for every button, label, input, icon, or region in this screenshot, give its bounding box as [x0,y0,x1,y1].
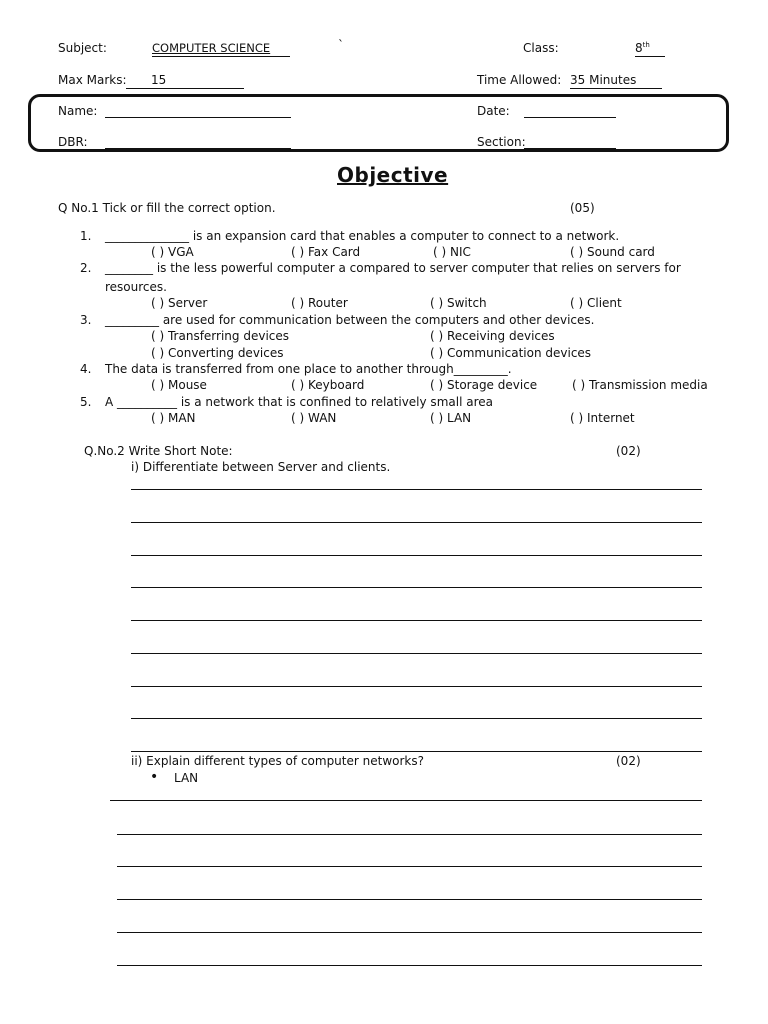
q1-item-text: _________ are used for communication between the computers and other devices. [105,313,595,327]
option-checkbox[interactable]: ( ) Keyboard [291,378,365,392]
option-checkbox[interactable]: ( ) Transmission media [572,378,708,392]
option-checkbox[interactable]: ( ) Router [291,296,348,310]
q1-item-number: 1. [80,229,92,243]
bullet-icon: • [150,769,159,785]
q2-heading: Q.No.2 Write Short Note: [84,444,233,458]
section-field[interactable] [524,148,616,149]
section-label: Section: [477,135,526,149]
q1-item-text: The data is transferred from one place to another through_________. [105,362,512,376]
name-label: Name: [58,104,98,118]
class-label: Class: [523,41,559,55]
option-checkbox[interactable]: ( ) Fax Card [291,245,361,259]
answer-line[interactable] [131,653,702,654]
dbr-field[interactable] [105,148,291,149]
subject-value: COMPUTER SCIENCE [152,41,271,55]
class-value: 8th [635,41,650,55]
q1-item-text: A __________ is a network that is confined to relatively small area [105,395,493,409]
option-checkbox[interactable]: ( ) Internet [570,411,635,425]
q1-item-text: ________ is the less powerful computer a compared to server computer that relies on servers for [105,261,681,275]
subject-label: Subject: [58,41,107,55]
time-underline [570,88,662,89]
answer-line[interactable] [131,587,702,588]
option-checkbox[interactable]: ( ) Storage device [430,378,538,392]
date-label: Date: [477,104,510,118]
subject-underline [152,56,290,57]
answer-line[interactable] [131,718,702,719]
answer-line[interactable] [117,932,702,933]
q2-part2: ii) Explain different types of computer networks? [131,754,424,768]
option-checkbox[interactable]: ( ) Receiving devices [430,329,555,343]
q2-marks: (02) [616,444,641,458]
answer-line[interactable] [110,800,702,801]
dbr-label: DBR: [58,135,88,149]
answer-line[interactable] [131,686,702,687]
q1-marks: (05) [570,201,595,215]
answer-line[interactable] [117,899,702,900]
q1-item-text: ______________ is an expansion card that enables a computer to connect to a network. [105,229,620,243]
student-info-box [28,94,729,152]
q1-heading: Q No.1 Tick or fill the correct option. [58,201,276,215]
max-marks-label: Max Marks: [58,73,127,87]
time-label: Time Allowed: [477,73,562,87]
answer-line[interactable] [117,965,702,966]
option-checkbox[interactable]: ( ) NIC [433,245,471,259]
name-field[interactable] [105,117,291,118]
q1-item-number: 2. [80,261,92,275]
option-checkbox[interactable]: ( ) Server [151,296,208,310]
q1-item-number: 5. [80,395,92,409]
option-checkbox[interactable]: ( ) WAN [291,411,337,425]
q2-part2-marks: (02) [616,754,641,768]
option-checkbox[interactable]: ( ) Mouse [151,378,207,392]
bullet-text: LAN [174,771,199,785]
max-marks-underline [126,88,244,89]
max-marks-value: 15 [151,73,167,87]
answer-line[interactable] [131,751,702,752]
option-checkbox[interactable]: ( ) Sound card [570,245,655,259]
answer-line[interactable] [117,834,702,835]
answer-line[interactable] [131,522,702,523]
option-checkbox[interactable]: ( ) VGA [151,245,194,259]
date-field[interactable] [524,117,616,118]
q1-item-number: 3. [80,313,92,327]
answer-line[interactable] [131,555,702,556]
q1-item-text-continued: resources. [105,280,167,294]
option-checkbox[interactable]: ( ) Client [570,296,622,310]
option-checkbox[interactable]: ( ) Converting devices [151,346,284,360]
option-checkbox[interactable]: ( ) Switch [430,296,487,310]
time-value: 35 Minutes [570,73,637,87]
option-checkbox[interactable]: ( ) Transferring devices [151,329,290,343]
page-title: Objective [337,163,449,187]
option-checkbox[interactable]: ( ) Communication devices [430,346,592,360]
q1-item-number: 4. [80,362,92,376]
stray-mark: ` [338,38,344,52]
q2-part1: i) Differentiate between Server and clients. [131,460,391,474]
answer-line[interactable] [117,866,702,867]
answer-line[interactable] [131,489,702,490]
option-checkbox[interactable]: ( ) LAN [430,411,472,425]
answer-line[interactable] [131,620,702,621]
option-checkbox[interactable]: ( ) MAN [151,411,196,425]
class-underline [635,56,665,57]
